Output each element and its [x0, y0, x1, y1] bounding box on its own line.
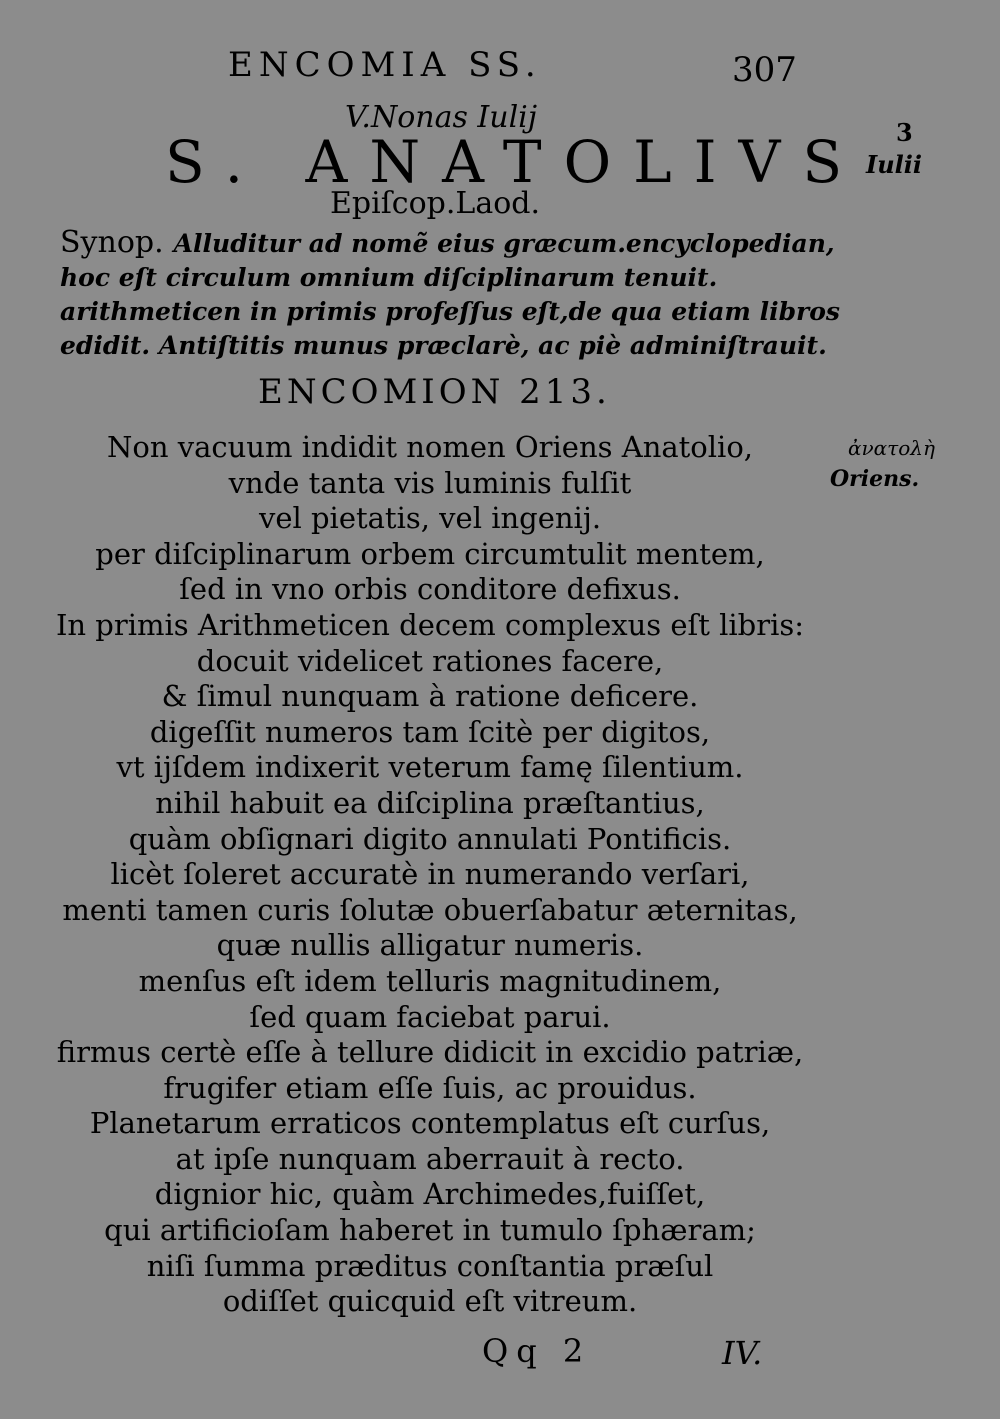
poem-line: ſed quam faciebat parui. [249, 999, 611, 1034]
poem-line: In primis Arithmeticen decem complexus eſt libris: [55, 607, 805, 642]
poem-line: niſi ſumma præditus conſtantia præſul [146, 1248, 714, 1283]
page-number: 307 [732, 50, 797, 90]
poem-line: vt ijſdem indixerit veterum famę ſilentium. [116, 750, 744, 785]
poem-line: quæ nullis alligatur numeris. [216, 928, 644, 963]
poem-line: Planetarum erraticos contemplatus eſt curſus, [89, 1106, 771, 1141]
poem-line: odiſſet quicquid eſt vitreum. [222, 1284, 638, 1319]
synopsis-text: Alluditur ad nomẽ eius græcum.encyclopedian, hoc eſt circulum omnium diſciplinarum tenuit. arithmeticen in primis profeſſus eſt,de qua etiam libros edidit. Antiſtitis munus præclarè, ac piè adminiſtrauit. [60, 229, 840, 360]
poem-line: digeſſit numeros tam ſcitè per digitos, [149, 714, 711, 749]
poem-line: docuit videlicet rationes facere, [196, 643, 664, 678]
poem-line: at ipſe nunquam aberrauit à recto. [175, 1141, 685, 1176]
poem-line: firmus certè eſſe à tellure didicit in excidio patriæ, [56, 1035, 804, 1070]
saint-title: Epiſcop.Laod. [330, 186, 541, 221]
poem-line: vel pietatis, vel ingenij. [258, 501, 602, 536]
feast-date: V.Nonas Iulij [345, 100, 538, 135]
margin-gloss: Oriens. [830, 466, 920, 492]
poem-line: menti tamen curis ſolutæ obuerſabatur æternitas, [62, 892, 798, 927]
poem-line: nihil habuit ea diſciplina præſtantius, [155, 785, 705, 820]
catchword: IV. [722, 1334, 763, 1372]
poem-line: menſus eſt idem telluris magnitudinem, [138, 963, 722, 998]
margin-date-label: Iulii [866, 150, 923, 179]
margin-date-number: 3 [896, 118, 913, 147]
synopsis [60, 226, 840, 363]
poem-line: qui artificioſam haberet in tumulo ſphæram; [104, 1213, 756, 1248]
saint-name: S. ANATOLIVS [165, 128, 865, 196]
poem-line: licèt ſoleret accuratè in numerando verſari, [110, 857, 750, 892]
poem-line: Non vacuum indidit nomen Oriens Anatolio, [106, 430, 753, 464]
poem-body [40, 430, 820, 1320]
poem-line: vnde tanta vis luminis fulſit [228, 465, 632, 500]
poem-line: quàm obſignari digito annulati Pontificis. [128, 821, 732, 856]
encomion-heading: ENCOMION 213. [258, 372, 611, 412]
poem-line: & ſimul nunquam à ratione deficere. [161, 679, 699, 714]
margin-greek-note: ἀνατολὴ [848, 436, 935, 460]
synopsis-lead: Synop. [60, 225, 164, 260]
poem-line: per diſciplinarum orbem circumtulit mentem, [95, 536, 765, 571]
running-head: ENCOMIA SS. [228, 45, 542, 85]
poem-line: frugifer etiam eſſe ſuis, ac prouidus. [163, 1070, 697, 1105]
poem-line: ſed in vno orbis conditore defixus. [179, 572, 681, 607]
poem-line: dignior hic, quàm Archimedes,fuiſſet, [154, 1177, 706, 1212]
signature-mark: Qq 2 [482, 1332, 592, 1370]
